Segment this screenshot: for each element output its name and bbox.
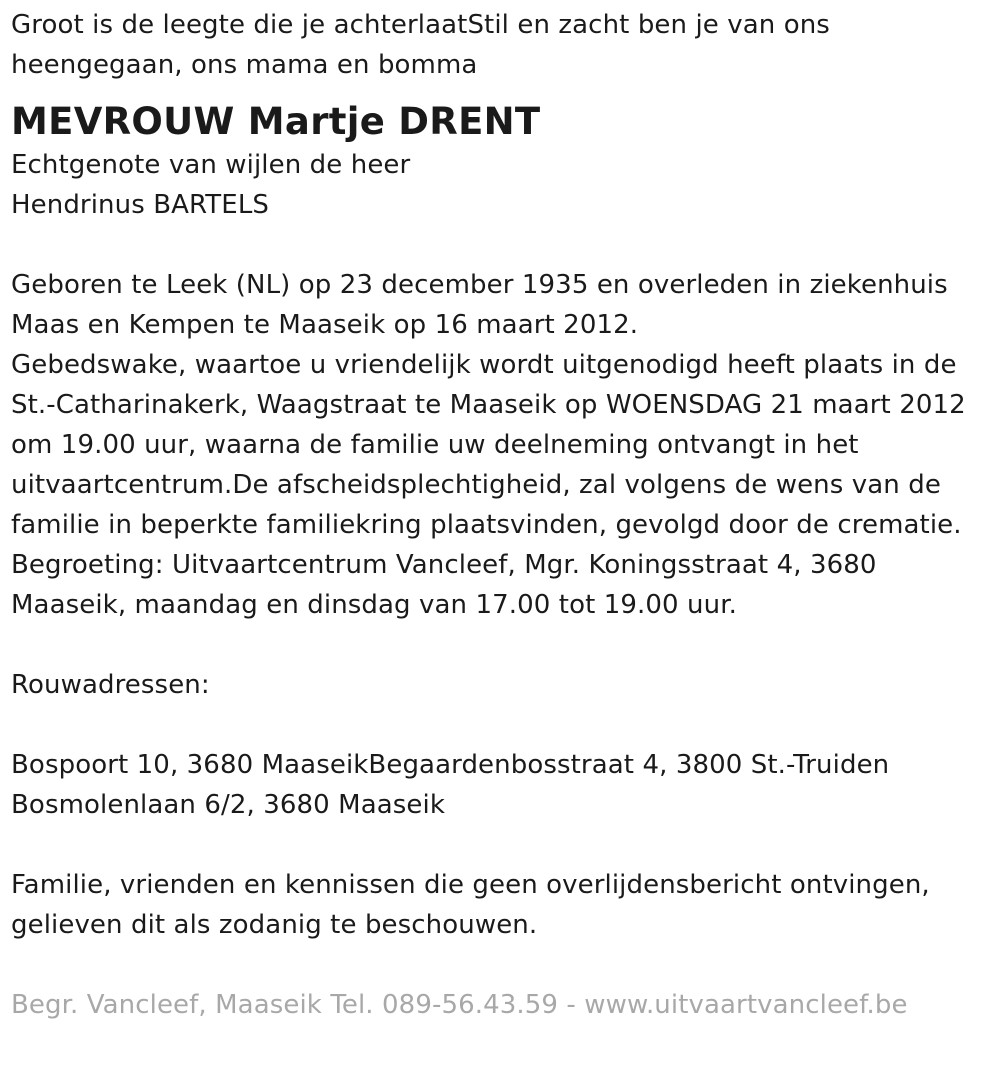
body-line: Begroeting: Uitvaartcentrum Vancleef, Mgr. Koningsstraat 4, 3680 xyxy=(11,550,877,580)
spacer xyxy=(11,625,986,665)
funeral-home-footer: Begr. Vancleef, Maaseik Tel. 089-56.43.59 - www.uitvaartvancleef.be xyxy=(11,990,908,1020)
body-line: Gebedswake, waartoe u vriendelijk wordt uitgenodigd heeft plaats in de xyxy=(11,350,957,380)
closing-line-1: Familie, vrienden en kennissen die geen overlijdensbericht ontvingen, xyxy=(11,870,930,900)
address-line-2: Bosmolenlaan 6/2, 3680 Maaseik xyxy=(11,790,445,820)
body-line: Maas en Kempen te Maaseik op 16 maart 2012. xyxy=(11,310,639,340)
relation-line-2: Hendrinus BARTELS xyxy=(11,190,270,220)
body-line: Geboren te Leek (NL) op 23 december 1935 en overleden in ziekenhuis xyxy=(11,270,948,300)
spacer xyxy=(11,945,986,985)
deceased-name: MEVROUW Martje DRENT xyxy=(11,100,541,143)
notice-body xyxy=(11,265,986,625)
body-line: familie in beperkte familiekring plaatsvinden, gevolgd door de crematie. xyxy=(11,510,962,540)
closing-line-2: gelieven dit als zodanig te beschouwen. xyxy=(11,910,538,940)
body-line: om 19.00 uur, waarna de familie uw deelneming ontvangt in het xyxy=(11,430,859,460)
spacer xyxy=(11,225,986,265)
intro-line-2: heengegaan, ons mama en bomma xyxy=(11,50,478,80)
intro-line-1: Groot is de leegte die je achterlaatStil en zacht ben je van ons xyxy=(11,10,830,40)
addresses-heading: Rouwadressen: xyxy=(11,670,210,700)
spacer xyxy=(11,705,986,745)
address-line-1: Bospoort 10, 3680 MaaseikBegaardenbosstraat 4, 3800 St.-Truiden xyxy=(11,750,890,780)
body-line: Maaseik, maandag en dinsdag van 17.00 tot 19.00 uur. xyxy=(11,590,737,620)
spacer xyxy=(11,825,986,865)
body-line: uitvaartcentrum.De afscheidsplechtigheid, zal volgens de wens van de xyxy=(11,470,941,500)
obituary-notice xyxy=(11,5,986,1025)
relation-line-1: Echtgenote van wijlen de heer xyxy=(11,150,411,180)
body-line: St.-Catharinakerk, Waagstraat te Maaseik op WOENSDAG 21 maart 2012 xyxy=(11,390,966,420)
